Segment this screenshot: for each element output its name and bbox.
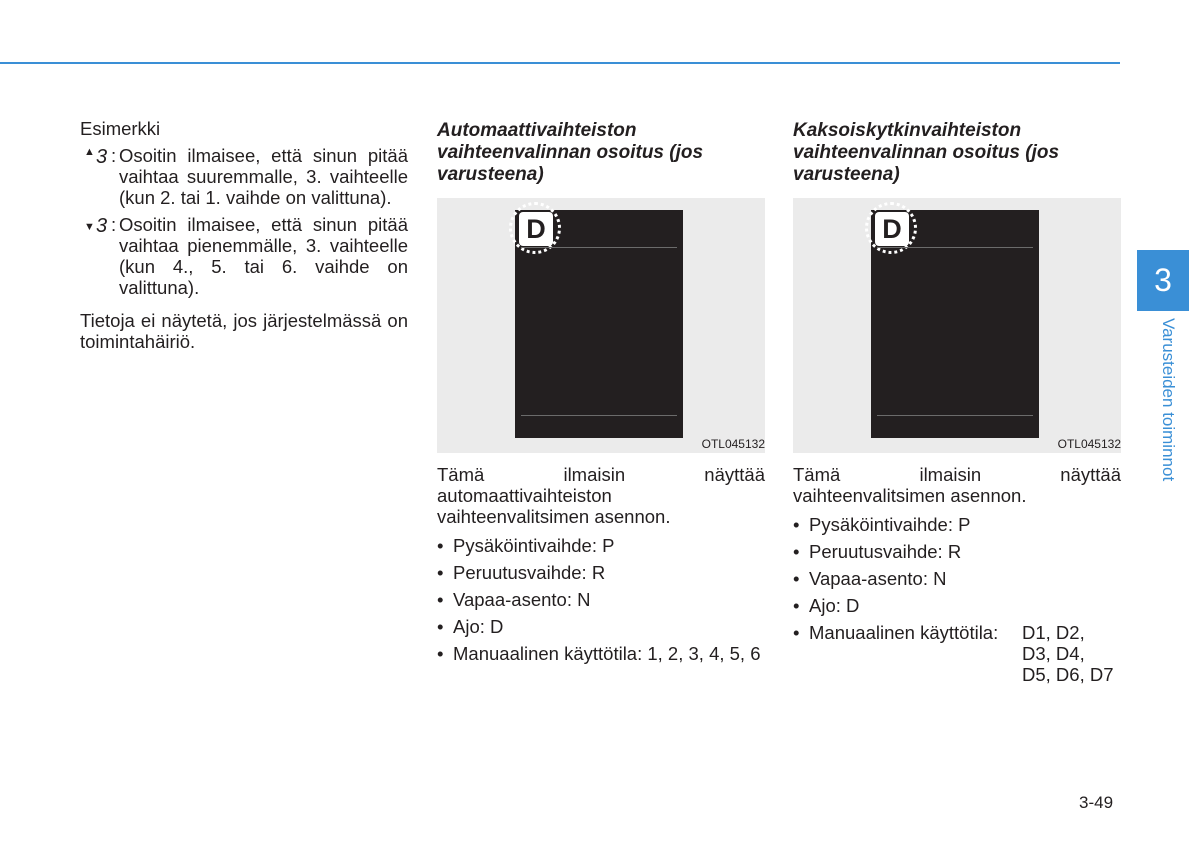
screen-divider	[521, 415, 677, 416]
dual-clutch-intro: Tämä ilmaisin näyttää vaihteenvalitsimen asennon.	[793, 464, 1121, 506]
screen-divider	[877, 415, 1033, 416]
automatic-gear-list	[437, 535, 765, 664]
upshift-indicator-symbol: ▲ 3 :	[84, 145, 117, 168]
dual-clutch-gear-list	[793, 514, 1121, 685]
downshift-indicator-symbol: ▼ 3 :	[84, 214, 117, 237]
gear-position-indicator: D	[519, 212, 553, 246]
list-item: • Ajo: D	[793, 595, 1121, 616]
up-triangle-icon: ▲	[84, 146, 95, 158]
dual-clutch-heading: Kaksoiskytkinvaihteiston vaihteenvalinnan osoitus (jos varusteena)	[793, 120, 1060, 185]
list-item: • Vapaa-asento: N	[437, 589, 765, 610]
list-item: • Vapaa-asento: N	[793, 568, 1121, 589]
column-1	[80, 118, 408, 352]
automatic-gear-display-figure	[437, 198, 765, 453]
column-2	[437, 118, 765, 670]
downshift-indicator-item	[80, 214, 408, 298]
column-3	[793, 118, 1121, 691]
list-item: • Peruutusvaihde: R	[793, 541, 1121, 562]
figure-code: OTL045132	[1057, 437, 1121, 451]
downshift-indicator-text: Osoitin ilmaisee, että sinun pitää vaihtaa pienemmälle, 3. vaihteelle (kun 4., 5. tai 6. vaihde on valittuna).	[119, 214, 408, 298]
manual-mode-label: • Manuaalinen käyttötila:	[809, 622, 999, 643]
figure-code: OTL045132	[701, 437, 765, 451]
list-item: • Pysäköintivaihde: P	[793, 514, 1121, 535]
malfunction-note: Tietoja ei näytetä, jos järjestelmässä on toimintahäiriö.	[80, 310, 408, 352]
chapter-title: Varusteiden toiminnot	[1159, 318, 1178, 482]
list-item: • Ajo: D	[437, 616, 765, 637]
dual-clutch-gear-display-figure	[793, 198, 1121, 453]
cluster-screen	[871, 210, 1039, 438]
list-item: • Pysäköintivaihde: P	[437, 535, 765, 556]
gear-number: 3	[96, 146, 108, 168]
automatic-transmission-heading: Automaattivaihteiston vaihteenvalinnan osoitus (jos varusteena)	[437, 120, 704, 185]
automatic-intro: Tämä ilmaisin näyttää automaattivaihteiston vaihteenvalitsimen asennon.	[437, 464, 765, 527]
cluster-screen	[515, 210, 683, 438]
upshift-indicator-item	[80, 145, 408, 208]
list-item: • Manuaalinen käyttötila: 1, 2, 3, 4, 5, 6	[437, 643, 765, 664]
list-item: • Peruutusvaihde: R	[437, 562, 765, 583]
list-item	[793, 622, 1121, 685]
top-rule	[0, 62, 1120, 64]
down-triangle-icon: ▼	[84, 221, 95, 233]
gear-number: 3	[96, 215, 108, 237]
manual-mode-values: D1, D2, D3, D4, D5, D6, D7	[1022, 622, 1114, 685]
screen-divider	[877, 247, 1033, 248]
screen-divider	[521, 247, 677, 248]
upshift-indicator-text: Osoitin ilmaisee, että sinun pitää vaihtaa suuremmalle, 3. vaihteelle (kun 2. tai 1. vaihde on valittuna).	[119, 145, 408, 208]
page-number: 3-49	[1079, 793, 1114, 812]
chapter-tab: 3	[1137, 250, 1189, 311]
gear-position-indicator: D	[875, 212, 909, 246]
example-label: Esimerkki	[80, 118, 161, 139]
